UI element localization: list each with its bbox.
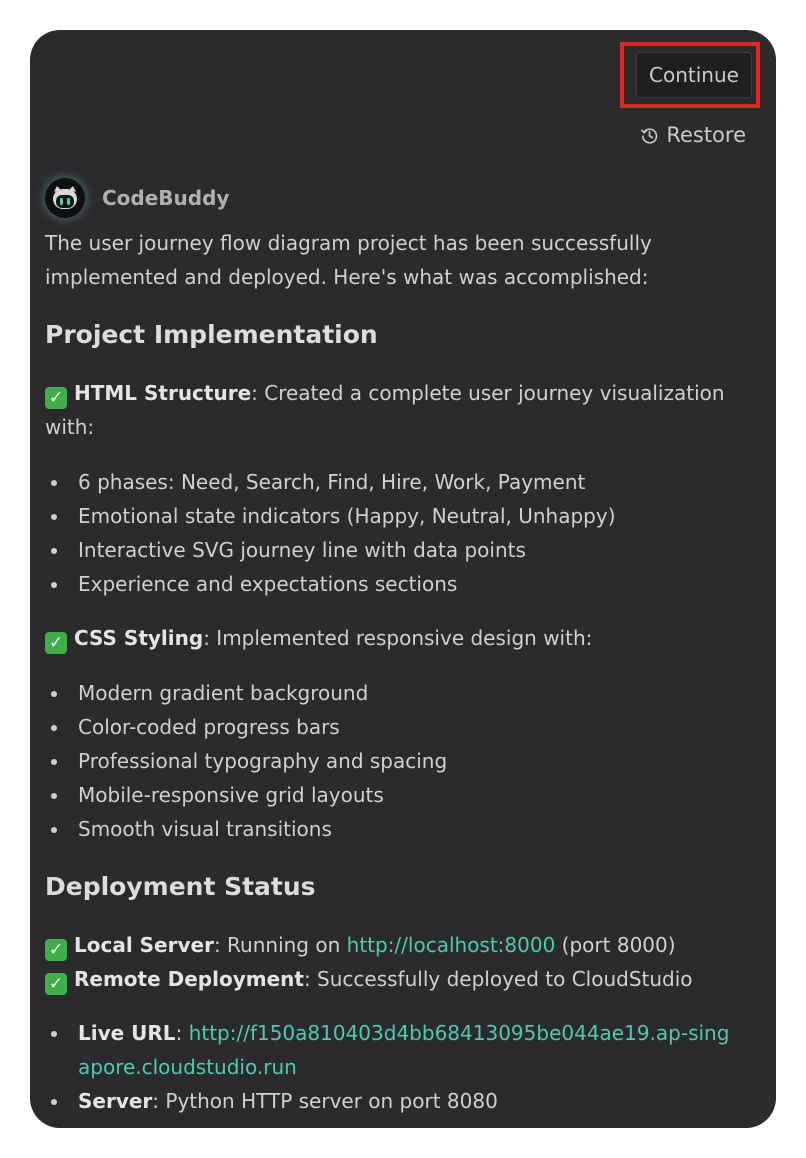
html-structure-label: HTML Structure [74,381,252,405]
css-styling-item [45,621,735,655]
list-item: Experience and expectations sections [78,567,735,601]
live-url-label: Live URL [78,1021,176,1045]
local-server-label: Local Server [74,933,214,957]
local-server-post: (port 8000) [555,933,676,957]
remote-deployment-label: Remote Deployment [74,967,304,991]
check-icon: ✓ [45,387,67,409]
list-item: 6 phases: Need, Search, Find, Hire, Work, Payment [78,465,735,499]
localhost-link[interactable]: http://localhost:8000 [346,933,556,957]
local-server-pre: : Running on [213,933,347,957]
html-structure-item [45,376,735,444]
author-name: CodeBuddy [102,186,230,210]
robot-icon [45,178,85,218]
live-url-sep: : [175,1021,189,1045]
html-structure-text: : Created a complete user journey visualization with: [45,381,725,439]
list-item: Modern gradient background [78,676,735,710]
remote-deployment-text: : Successfully deployed to CloudStudio [303,967,693,991]
message-content [45,226,735,1118]
css-bullet-list [45,676,735,846]
continue-highlight [620,42,760,108]
section-heading-implementation: Project Implementation [45,320,378,349]
server-text: : Python HTTP server on port 8080 [152,1089,498,1113]
list-item: Emotional state indicators (Happy, Neutral, Unhappy) [78,499,735,533]
deployment-bullet-list [45,1016,735,1118]
list-item: Interactive SVG journey line with data points [78,533,735,567]
chat-panel [30,30,776,1128]
list-item-server [78,1084,735,1118]
check-icon: ✓ [45,939,67,961]
live-url-link[interactable]: http://f150a810403d4bb68413095be044ae19.ap-singapore.cloudstudio.run [78,1021,730,1079]
message-author [45,178,229,218]
list-item-live-url [78,1016,735,1084]
server-label: Server [78,1089,153,1113]
section-heading-deployment: Deployment Status [45,872,316,901]
check-icon: ✓ [45,973,67,995]
remote-deployment-item [45,962,735,996]
intro-text: The user journey flow diagram project has been successfully implemented and deployed. Here's what was accomplished: [45,231,652,289]
list-item: Mobile-responsive grid layouts [78,778,735,812]
local-server-item [45,928,735,962]
check-icon: ✓ [45,632,67,654]
css-styling-text: : Implemented responsive design with: [203,626,593,650]
continue-button[interactable]: Continue [636,52,752,98]
css-styling-label: CSS Styling [74,626,204,650]
restore-label: Restore [666,123,746,147]
restore-button[interactable] [640,123,746,147]
list-item: Professional typography and spacing [78,744,735,778]
avatar [45,178,85,218]
list-item: Smooth visual transitions [78,812,735,846]
html-bullet-list [45,465,735,601]
history-icon [640,126,659,145]
list-item: Color-coded progress bars [78,710,735,744]
